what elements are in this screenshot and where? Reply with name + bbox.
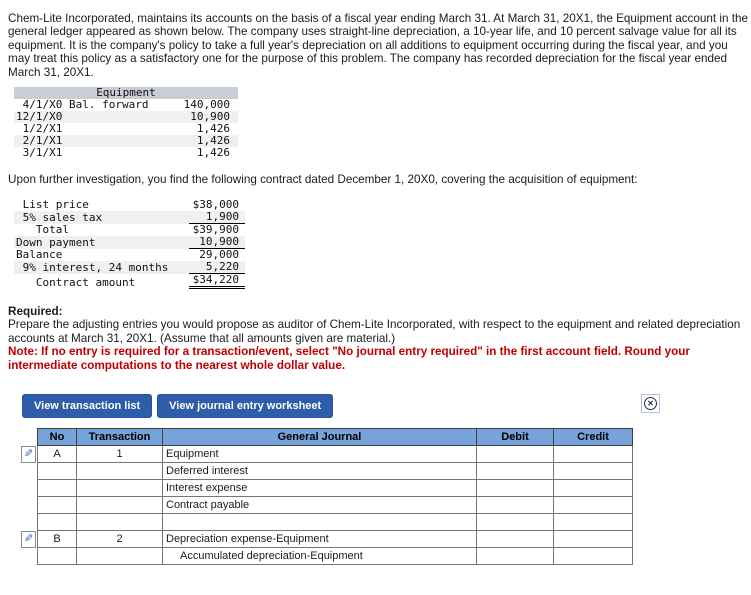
journal-row xyxy=(21,548,745,565)
journal-row-gutter xyxy=(21,497,37,514)
contract-row-label: Contract amount xyxy=(16,276,136,290)
ledger-row-amount: 140,000 xyxy=(183,98,230,112)
ledger-row-label: 12/1/X0 xyxy=(16,110,63,124)
journal-row-gutter xyxy=(21,514,37,531)
ledger-row-amount: 10,900 xyxy=(190,110,230,124)
journal-row xyxy=(21,446,745,463)
toolbar xyxy=(22,394,660,418)
contract-row xyxy=(14,274,245,289)
ledger-row-amount: 1,426 xyxy=(196,134,230,148)
view-journal-entry-worksheet-button[interactable]: View journal entry worksheet xyxy=(157,394,333,418)
journal-header-credit: Credit xyxy=(554,428,633,446)
journal-account-cell xyxy=(163,514,477,531)
equipment-ledger-table xyxy=(14,87,238,159)
journal-credit-cell[interactable] xyxy=(554,463,633,480)
ledger-row-label: 3/1/X1 xyxy=(16,146,63,160)
general-journal-table xyxy=(21,428,745,565)
journal-transaction-cell xyxy=(77,463,163,480)
journal-header-no: No xyxy=(37,428,77,446)
journal-no-cell xyxy=(37,463,77,480)
ledger-row-amount: 1,426 xyxy=(196,146,230,160)
contract-row-label: Down payment xyxy=(16,236,96,250)
journal-account-cell[interactable]: Interest expense xyxy=(163,480,477,497)
journal-account-cell[interactable]: Contract payable xyxy=(163,497,477,514)
journal-debit-cell[interactable] xyxy=(477,548,554,565)
journal-row xyxy=(21,531,745,548)
contract-row-amount: $34,220 xyxy=(189,274,245,289)
contract-row-label: Total xyxy=(16,223,69,237)
journal-row-gutter xyxy=(21,463,37,480)
journal-credit-cell[interactable] xyxy=(554,446,633,463)
journal-debit-cell xyxy=(477,514,554,531)
journal-credit-cell[interactable] xyxy=(554,531,633,548)
edit-entry-button[interactable] xyxy=(21,531,36,548)
ledger-row xyxy=(14,147,238,159)
journal-transaction-cell: 1 xyxy=(77,446,163,463)
journal-no-cell xyxy=(37,514,77,531)
journal-transaction-cell xyxy=(77,497,163,514)
problem-intro: Chem-Lite Incorporated, maintains its accounts on the basis of a fiscal year ending March 31. At March 31, 20X1, the Equipment account in the general ledger appeared as shown below. The company uses straight-line depreciation, a 10-year life, and 10 percent salvage value for all its equipment. It is the company's policy to take a full year's depreciation on all additions to equipment occurring during the fiscal year, and you may treat this policy as a satisfactory one for the purpose of this problem. The company has recorded depreciation for the fiscal year ended March 31, 20X1. xyxy=(8,12,748,79)
journal-rows xyxy=(21,446,745,565)
pencil-icon: ✎ xyxy=(23,533,34,546)
journal-transaction-cell xyxy=(77,548,163,565)
journal-account-cell[interactable]: Accumulated depreciation-Equipment xyxy=(163,548,477,565)
contract-rows xyxy=(14,199,245,289)
contract-row-label: 5% sales tax xyxy=(16,211,103,225)
journal-debit-cell[interactable] xyxy=(477,480,554,497)
journal-account-cell[interactable]: Deferred interest xyxy=(163,463,477,480)
journal-header-debit: Debit xyxy=(477,428,554,446)
ledger-row-label: 1/2/X1 xyxy=(16,122,63,136)
journal-header-gutter xyxy=(21,428,37,446)
journal-credit-cell[interactable] xyxy=(554,548,633,565)
journal-header-transaction: Transaction xyxy=(77,428,163,446)
edit-entry-button[interactable] xyxy=(21,446,36,463)
equipment-ledger-rows xyxy=(14,99,238,159)
equipment-ledger-title: Equipment xyxy=(14,87,238,99)
journal-credit-cell xyxy=(554,514,633,531)
journal-debit-cell[interactable] xyxy=(477,497,554,514)
contract-row-label: List price xyxy=(16,198,89,212)
journal-row-gutter xyxy=(21,531,37,548)
view-transaction-list-button[interactable]: View transaction list xyxy=(22,394,152,418)
journal-no-cell xyxy=(37,548,77,565)
journal-row-gutter xyxy=(21,548,37,565)
journal-credit-cell[interactable] xyxy=(554,480,633,497)
contract-row-label: Balance xyxy=(16,248,63,262)
ledger-row-label: 2/1/X1 xyxy=(16,134,63,148)
journal-row xyxy=(21,514,745,531)
journal-no-cell xyxy=(37,480,77,497)
journal-row xyxy=(21,497,745,514)
journal-no-cell: B xyxy=(37,531,77,548)
journal-debit-cell[interactable] xyxy=(477,446,554,463)
required-heading: Required: xyxy=(8,305,63,319)
contract-row-amount: 1,900 xyxy=(189,211,245,224)
close-button[interactable] xyxy=(641,394,660,413)
contract-row-amount: 10,900 xyxy=(189,236,245,249)
contract-table xyxy=(14,199,245,289)
journal-transaction-cell xyxy=(77,514,163,531)
ledger-row-amount: 1,426 xyxy=(196,122,230,136)
investigation-text: Upon further investigation, you find the following contract dated December 1, 20X0, covering the acquisition of equipment: xyxy=(8,173,638,187)
contract-row-label: 9% interest, 24 months xyxy=(16,261,169,275)
journal-row xyxy=(21,480,745,497)
journal-row-gutter xyxy=(21,480,37,497)
journal-header-general-journal: General Journal xyxy=(163,428,477,446)
journal-no-cell xyxy=(37,497,77,514)
pencil-icon: ✎ xyxy=(23,448,34,461)
journal-account-cell[interactable]: Equipment xyxy=(163,446,477,463)
journal-row xyxy=(21,463,745,480)
contract-row-amount: $38,000 xyxy=(192,198,239,212)
journal-transaction-cell: 2 xyxy=(77,531,163,548)
journal-row-gutter xyxy=(21,446,37,463)
journal-debit-cell[interactable] xyxy=(477,463,554,480)
journal-account-cell[interactable]: Depreciation expense-Equipment xyxy=(163,531,477,548)
required-note: Note: If no entry is required for a transaction/event, select "No journal entry required" in the first account field. Round your intermediate computations to the nearest whole dollar value. xyxy=(8,345,690,372)
contract-row-amount: 5,220 xyxy=(189,261,245,274)
contract-row-amount: 29,000 xyxy=(199,248,239,262)
journal-credit-cell[interactable] xyxy=(554,497,633,514)
ledger-row-label: 4/1/X0 Bal. forward xyxy=(16,98,149,112)
journal-header-row xyxy=(21,428,745,446)
contract-row-amount: $39,900 xyxy=(192,223,239,237)
close-icon: ✕ xyxy=(644,397,657,410)
required-body: Prepare the adjusting entries you would propose as auditor of Chem-Lite Incorporated, with respect to the equipment and related depreciation accounts at March 31, 20X1. (Assume that all amounts given are material.) xyxy=(8,318,741,345)
journal-no-cell: A xyxy=(37,446,77,463)
journal-transaction-cell xyxy=(77,480,163,497)
journal-debit-cell[interactable] xyxy=(477,531,554,548)
